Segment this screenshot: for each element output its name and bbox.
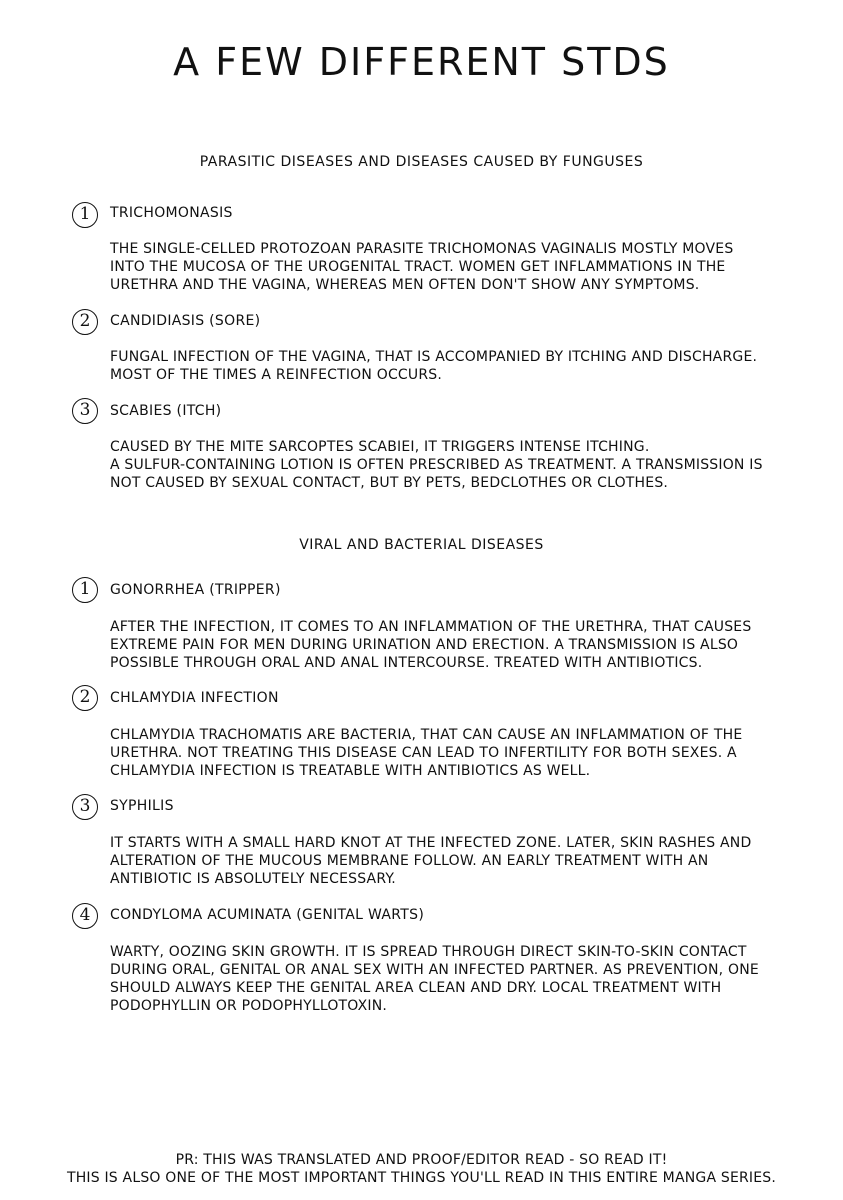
body-line: FUNGAL INFECTION OF THE VAGINA, THAT IS ACCOMPANIED BY ITCHING AND DISCHARGE. (110, 349, 758, 365)
item-body-trichomonasis (110, 240, 800, 294)
item-number-badge: 2 (72, 309, 98, 335)
item-name-scabies: SCABIES (ITCH) (110, 403, 222, 419)
body-line: SHOULD ALWAYS KEEP THE GENITAL AREA CLEAN AND DRY. LOCAL TREATMENT WITH (110, 980, 722, 996)
translator-note (0, 1151, 843, 1187)
body-line: THE SINGLE-CELLED PROTOZOAN PARASITE TRICHOMONAS VAGINALIS MOSTLY MOVES (110, 241, 734, 257)
item-number-badge: 4 (72, 903, 98, 929)
body-line: URETHRA AND THE VAGINA, WHEREAS MEN OFTEN DON'T SHOW ANY SYMPTOMS. (110, 277, 700, 293)
body-line: PODOPHYLLIN OR PODOPHYLLOTOXIN. (110, 998, 388, 1014)
item-name-chlamydia: CHLAMYDIA INFECTION (110, 690, 279, 706)
item-number-badge: 1 (72, 577, 98, 603)
page-title: A FEW DIFFERENT STDS (173, 40, 670, 84)
body-line: INTO THE MUCOSA OF THE UROGENITAL TRACT. WOMEN GET INFLAMMATIONS IN THE (110, 259, 726, 275)
body-line: NOT CAUSED BY SEXUAL CONTACT, BUT BY PETS, BEDCLOTHES OR CLOTHES. (110, 475, 669, 491)
section-heading-viral: VIRAL AND BACTERIAL DISEASES (299, 537, 544, 553)
item-body-scabies (110, 438, 800, 492)
body-line: DURING ORAL, GENITAL OR ANAL SEX WITH AN INFECTED PARTNER. AS PREVENTION, ONE (110, 962, 759, 978)
item-name-gonorrhea: GONORRHEA (TRIPPER) (110, 582, 281, 598)
body-line: ANTIBIOTIC IS ABSOLUTELY NECESSARY. (110, 871, 396, 887)
item-number-badge: 1 (72, 202, 98, 228)
body-line: CAUSED BY THE MITE SARCOPTES SCABIEI, IT TRIGGERS INTENSE ITCHING. (110, 439, 650, 455)
body-line: MOST OF THE TIMES A REINFECTION OCCURS. (110, 367, 443, 383)
body-line: POSSIBLE THROUGH ORAL AND ANAL INTERCOURSE. TREATED WITH ANTIBIOTICS. (110, 655, 703, 671)
item-body-condyloma (110, 943, 800, 1015)
item-body-gonorrhea (110, 618, 800, 672)
item-name-condyloma: CONDYLOMA ACUMINATA (GENITAL WARTS) (110, 907, 425, 923)
item-body-syphilis (110, 834, 800, 888)
item-name-syphilis: SYPHILIS (110, 798, 174, 814)
item-number-badge: 3 (72, 794, 98, 820)
body-line: URETHRA. NOT TREATING THIS DISEASE CAN LEAD TO INFERTILITY FOR BOTH SEXES. A (110, 745, 737, 761)
item-name-candidiasis: CANDIDIASIS (SORE) (110, 313, 261, 329)
body-line: ALTERATION OF THE MUCOUS MEMBRANE FOLLOW. AN EARLY TREATMENT WITH AN (110, 853, 709, 869)
translator-note-line-1: PR: THIS WAS TRANSLATED AND PROOF/EDITOR READ - SO READ IT! (175, 1152, 668, 1168)
body-line: CHLAMYDIA TRACHOMATIS ARE BACTERIA, THAT CAN CAUSE AN INFLAMMATION OF THE (110, 727, 743, 743)
item-body-candidiasis (110, 348, 800, 384)
item-number-badge: 2 (72, 685, 98, 711)
item-name-trichomonasis: TRICHOMONASIS (110, 205, 233, 221)
translator-note-line-2: THIS IS ALSO ONE OF THE MOST IMPORTANT THINGS YOU'LL READ IN THIS ENTIRE MANGA SERIES. (66, 1170, 777, 1186)
body-line: AFTER THE INFECTION, IT COMES TO AN INFLAMMATION OF THE URETHRA, THAT CAUSES (110, 619, 752, 635)
item-number-badge: 3 (72, 398, 98, 424)
body-line: A SULFUR-CONTAINING LOTION IS OFTEN PRESCRIBED AS TREATMENT. A TRANSMISSION IS (110, 457, 763, 473)
body-line: EXTREME PAIN FOR MEN DURING URINATION AND ERECTION. A TRANSMISSION IS ALSO (110, 637, 739, 653)
item-body-chlamydia (110, 726, 800, 780)
body-line: CHLAMYDIA INFECTION IS TREATABLE WITH ANTIBIOTICS AS WELL. (110, 763, 591, 779)
body-line: IT STARTS WITH A SMALL HARD KNOT AT THE INFECTED ZONE. LATER, SKIN RASHES AND (110, 835, 752, 851)
section-heading-parasitic: PARASITIC DISEASES AND DISEASES CAUSED BY FUNGUSES (199, 154, 644, 170)
body-line: WARTY, OOZING SKIN GROWTH. IT IS SPREAD THROUGH DIRECT SKIN-TO-SKIN CONTACT (110, 944, 747, 960)
